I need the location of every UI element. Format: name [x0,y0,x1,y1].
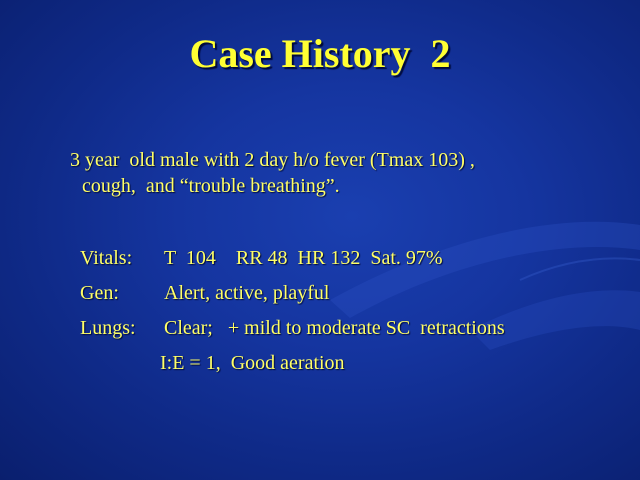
vitals-label: Vitals: [80,247,133,269]
intro-line-2: cough, and “trouble breathing”. [82,175,340,197]
lungs-value: Clear; + mild to moderate SC retractions [164,317,505,339]
gen-row [80,281,620,305]
lungs-row [80,316,620,340]
vitals-value: T 104 RR 48 HR 132 Sat. 97% [164,247,443,269]
slide-title: Case History 2 [189,31,451,76]
lungs-value-line-2: I:E = 1, Good aeration [160,352,345,374]
lungs-label: Lungs: [80,317,136,339]
vitals-row [80,246,620,270]
gen-value: Alert, active, playful [164,282,330,304]
intro-line-1: 3 year old male with 2 day h/o fever (Tmax 103) , [70,149,475,171]
gen-label: Gen: [80,282,119,304]
